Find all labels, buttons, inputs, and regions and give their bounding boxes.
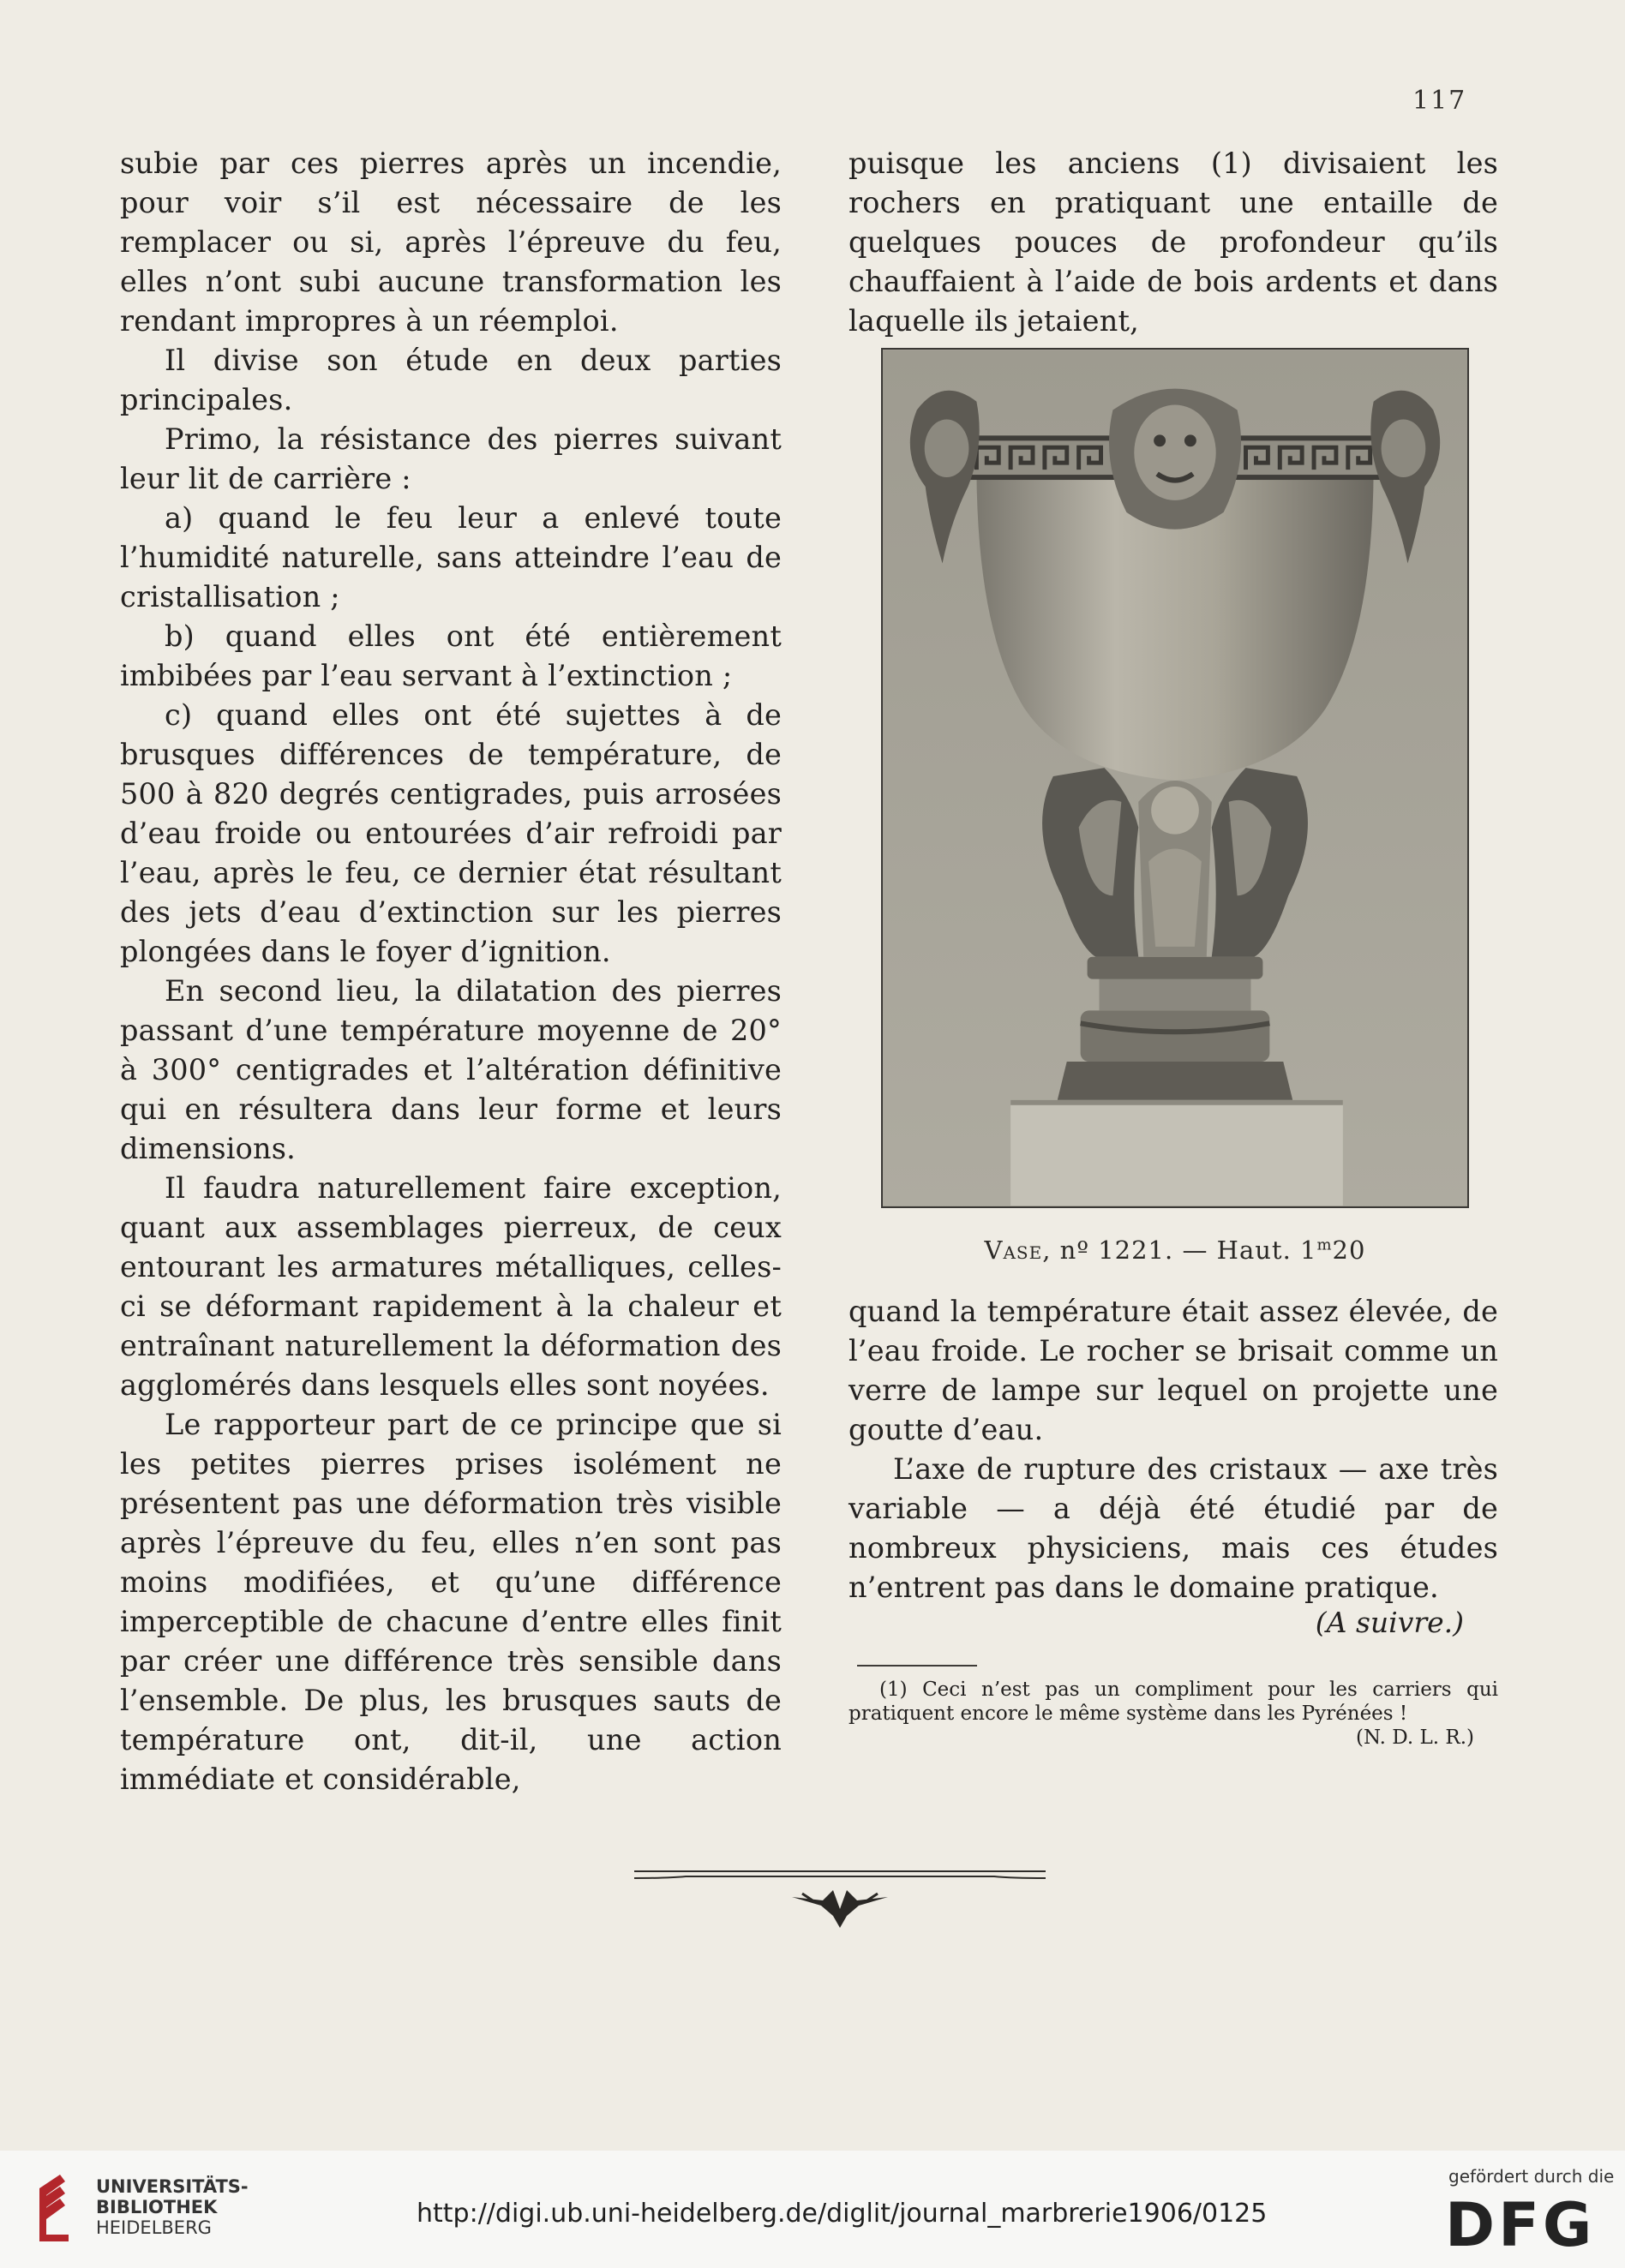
paragraph: Le rapporteur part de ce principe que si les petites pierres prises isolément ne présentent pas une déformation très visible après l’épreuve du feu, elles n’en sont pas moins modifiées, et qu’une différence imperceptible de chacune d’entre elles finit par créer une différence très sensible dans l’ensemble. De plus, les brusques sauts de température ont, dit-il, une action immédiate et considérable, (120, 1408, 782, 1796)
paragraph: b) quand elles ont été entièrement imbibées par l’eau servant à l’extinction ; (120, 619, 782, 692)
footnote-text: (1) Ceci n’est pas un compliment pour les carriers qui pratiquent encore le même système dans les Pyrénées ! (848, 1679, 1498, 1725)
paragraph: puisque les anciens (1) divisaient les rochers en pratiquant une entaille de quelques pouces de profondeur qu’ils chauffaient à l’aide de bois ardents et dans laquelle ils jetaient, (848, 147, 1498, 338)
right-column-top (848, 144, 1498, 341)
caption-unit: m (1316, 1236, 1333, 1254)
page-number: 117 (1412, 86, 1467, 116)
funded-by-label: gefördert durch die (1448, 2166, 1615, 2187)
caption-label: Vase (984, 1236, 1043, 1265)
paragraph: L’axe de rupture des cristaux — axe très variable — a déjà été étudié par de nombreux physiciens, mais ces études n’entrent pas dans le domaine pratique. (848, 1452, 1498, 1604)
permalink-url[interactable]: http://digi.ub.uni-heidelberg.de/diglit/journal_marbrerie1906/0125 (417, 2199, 1268, 2229)
ornament-divider-icon (634, 1859, 1046, 1936)
figure-caption (881, 1236, 1469, 1265)
paragraph: En second lieu, la dilatation des pierres passant d’une température moyenne de 20° à 300° centigrades et l’altération définitive qui en résultera dans leur forme et leurs dimensions. (120, 974, 782, 1165)
library-line: HEIDELBERG (96, 2217, 212, 2238)
paragraph: Il faudra naturellement faire exception, quant aux assemblages pierreux, de ceux entourant les armatures métalliques, celles-ci se déformant rapidement à la chaleur et entraînant naturellement la déformation des agglomérés dans lesquels elles sont noyées. (120, 1171, 782, 1402)
left-column (120, 144, 782, 1799)
paragraph: Il divise son étude en deux parties principales. (120, 344, 782, 416)
library-name (96, 2176, 249, 2238)
caption-value: 20 (1332, 1236, 1366, 1265)
footnote-rule (857, 1665, 977, 1667)
dfg-logo: DFG (1445, 2190, 1596, 2260)
library-line: UNIVERSITÄTS- (96, 2176, 249, 2197)
footnote-signature: (N. D. L. R.) (1356, 1726, 1474, 1749)
university-library-logo-icon (34, 2171, 89, 2245)
paragraph: subie par ces pierres après un incendie, pour voir s’il est nécessaire de les remplacer ou si, après l’épreuve du feu, elles n’ont subi aucune transformation les rendant impropres à un réemploi. (120, 147, 782, 338)
footnote (848, 1678, 1498, 1750)
library-line: BIBLIOTHEK (96, 2197, 218, 2217)
paragraph: c) quand elles ont été sujettes à de brusques différences de température, de 500 à 820 degrés centigrades, puis arrosées d’eau froide ou entourées d’air refroidi par l’eau, après le feu, ce dernier état résultant des jets d’eau d’extinction sur les pierres plongées dans le foyer d’ignition. (120, 698, 782, 968)
caption-text: , nº 1221. — Haut. 1 (1042, 1236, 1317, 1265)
right-column-bottom (848, 1292, 1498, 1607)
paragraph: Primo, la résistance des pierres suivant leur lit de carrière : (120, 422, 782, 495)
vase-illustration (881, 348, 1469, 1208)
paragraph: quand la température était assez élevée, de l’eau froide. Le rocher se brisait comme un verre de lampe sur lequel on projette une goutte d’eau. (848, 1295, 1498, 1446)
to-be-continued: (A suivre.) (1315, 1606, 1464, 1639)
paragraph: a) quand le feu leur a enlevé toute l’humidité naturelle, sans atteindre l’eau de cristallisation ; (120, 501, 782, 613)
